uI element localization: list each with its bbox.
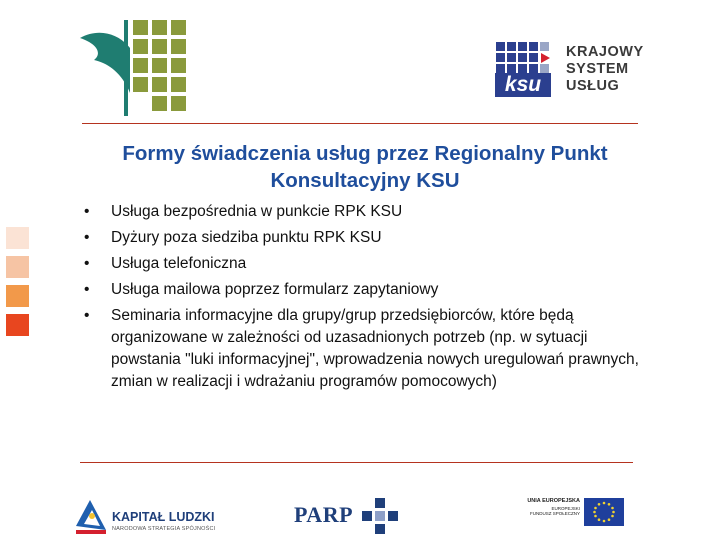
- list-item: [84, 227, 644, 249]
- parp-logo: [294, 496, 404, 536]
- kapital-ludzki-subtitle: NARODOWA STRATEGIA SPÓJNOŚCI: [112, 526, 216, 532]
- list-item: [84, 201, 644, 223]
- bullet-dot: •: [84, 255, 90, 272]
- slide-title: Formy świadczenia usług przez Regionalny Punkt Konsultacyjny KSU: [122, 142, 608, 192]
- ksu-name: [566, 44, 644, 95]
- kapital-ludzki-emblem-icon: [74, 496, 108, 536]
- eu-line-1: UNIA EUROPEJSKA: [527, 498, 580, 504]
- eu-flag-icon: [584, 498, 624, 526]
- side-square-1: [6, 227, 29, 249]
- bullet-dot: •: [84, 281, 90, 298]
- organization-logo: [78, 18, 208, 118]
- kapital-ludzki-logo: [74, 494, 234, 538]
- eu-line-2: EUROPEJSKI: [551, 506, 580, 511]
- bullet-dot: •: [84, 229, 90, 246]
- bullet-list: [84, 201, 644, 397]
- list-item: [84, 279, 644, 301]
- side-square-4: [6, 314, 29, 336]
- green-squares-grid-icon: [133, 20, 186, 111]
- bullet-text: Dyżury poza siedziba punktu RPK KSU: [111, 229, 382, 246]
- ksu-line-1: KRAJOWY: [566, 44, 644, 60]
- kapital-ludzki-name: KAPITAŁ LUDZKI: [112, 510, 215, 524]
- bullet-text: Usługa telefoniczna: [111, 255, 247, 272]
- teal-wave-icon: [80, 33, 130, 93]
- bullet-dot: •: [84, 203, 90, 220]
- parp-name: PARP: [294, 502, 354, 527]
- ksu-line-2: SYSTEM: [566, 61, 629, 77]
- ksu-line-3: USŁUG: [566, 78, 620, 94]
- side-square-3: [6, 285, 29, 307]
- bullet-text: Seminaria informacyjne dla grupy/grup przedsiębiorców, które będą organizowane w zależności od uzasadnionych potrzeb (np. w sytuacji powstania "luki informacyjnej", wprowadzenia nowych uregulowań prawnych, zmian w realizacji i wdrażaniu programów pomocowych): [111, 307, 639, 390]
- list-item: [84, 305, 644, 393]
- bullet-dot: •: [84, 307, 90, 324]
- ksu-logo: [494, 40, 654, 100]
- parp-emblem-icon: [360, 496, 400, 536]
- eu-text: [512, 498, 580, 516]
- side-square-2: [6, 256, 29, 278]
- list-item: [84, 253, 644, 275]
- teal-bar-icon: [124, 20, 128, 116]
- top-divider: [82, 123, 638, 124]
- bullet-text: Usługa mailowa poprzez formularz zapytaniowy: [111, 281, 439, 298]
- eu-logo: [512, 496, 632, 528]
- ksu-abbr: ksu: [495, 73, 551, 97]
- bottom-divider: [80, 462, 633, 463]
- eu-line-3: FUNDUSZ SPOŁECZNY: [529, 511, 580, 516]
- bullet-text: Usługa bezpośrednia w punkcie RPK KSU: [111, 203, 403, 220]
